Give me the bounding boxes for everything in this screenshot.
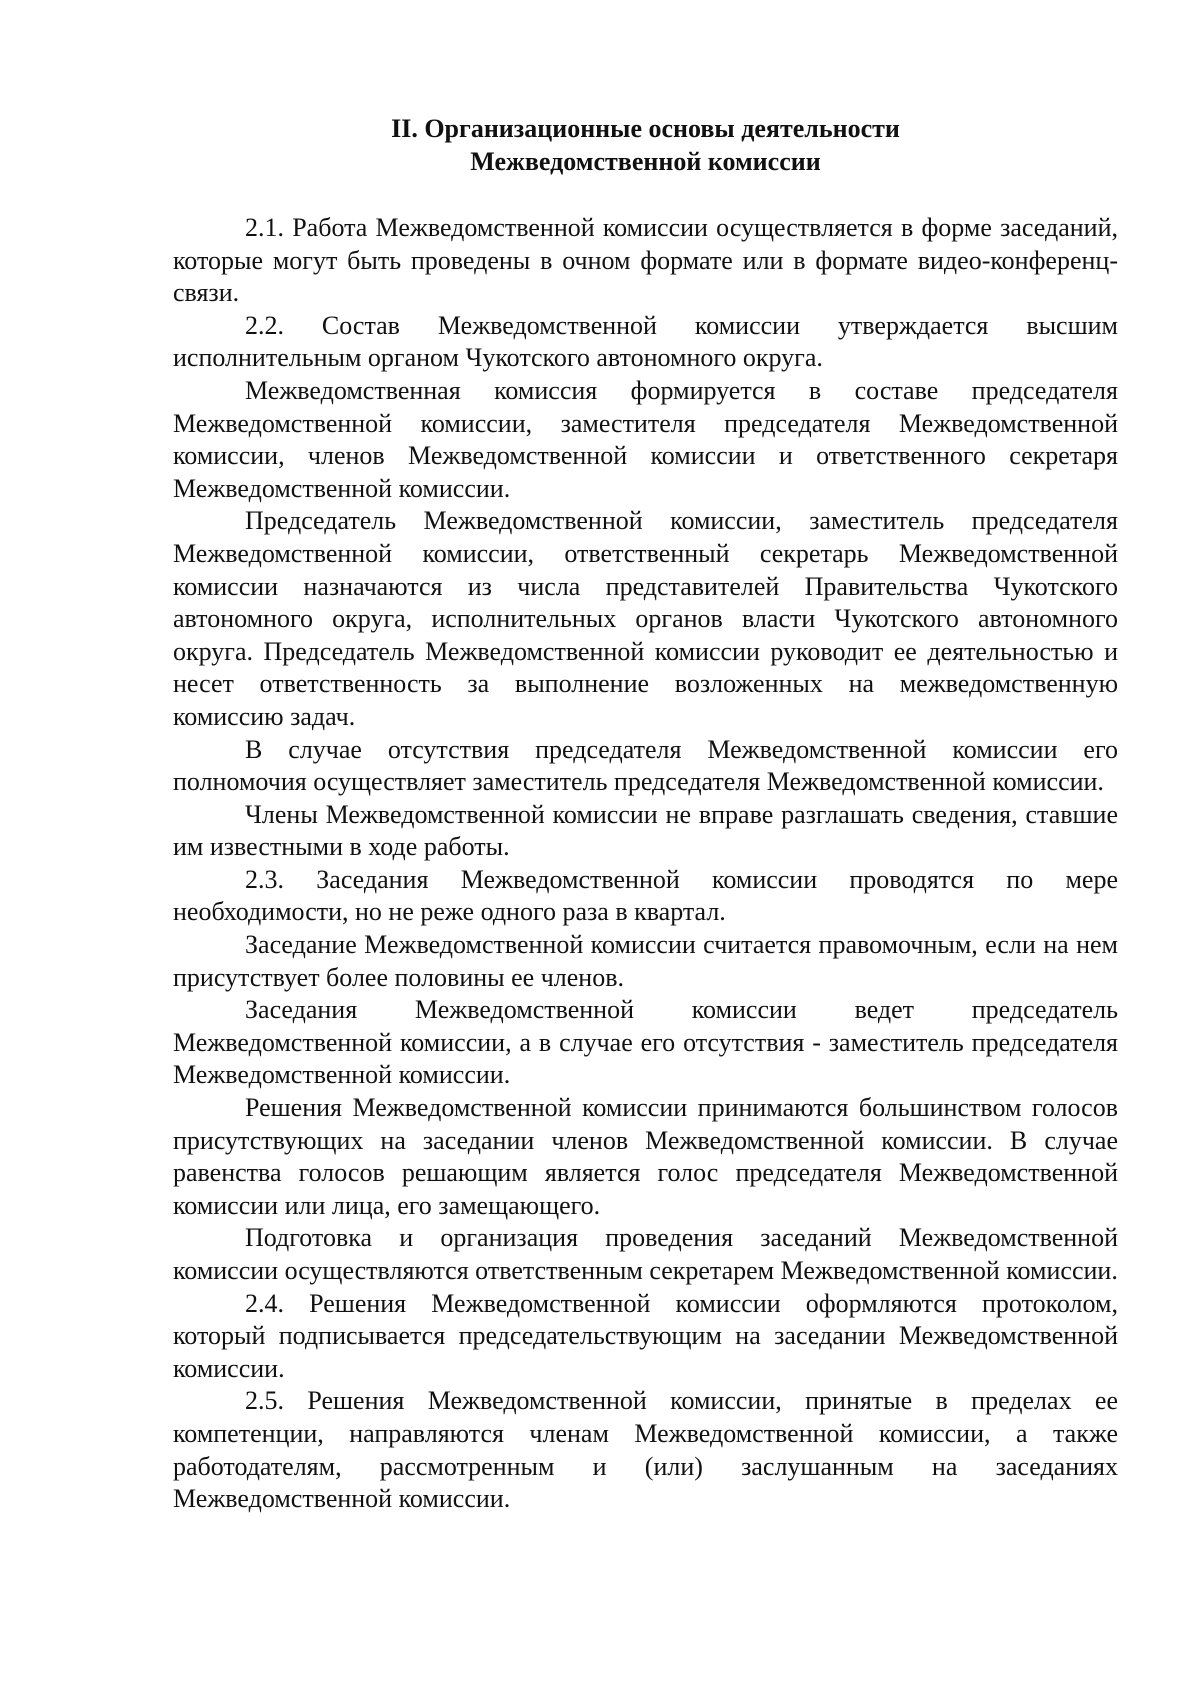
paragraph-confidentiality: Члены Межведомственной комиссии не вправе разглашать сведения, ставшие им известными в ходе работы. bbox=[173, 799, 1118, 862]
paragraph-quorum: Заседание Межведомственной комиссии считается правомочным, если на нем присутствует более половины ее членов. bbox=[173, 930, 1118, 992]
paragraph-2-2: 2.2. Состав Межведомственной комиссии утверждается высшим исполнительным органом Чукотского автономного округа. bbox=[173, 310, 1118, 373]
paragraph-meeting-lead: Заседания Межведомственной комиссии ведет председатель Межведомственной комиссии, а в случае его отсутствия - заместитель председателя Межведомственной комиссии. bbox=[173, 995, 1118, 1090]
paragraph-2-5: 2.5. Решения Межведомственной комиссии, принятые в пределах ее компетенции, направляются членам Межведомственной комиссии, а также работодателям, рассмотренным и (или) заслушанным на заседаниях Межведомственной комиссии. bbox=[173, 1386, 1118, 1514]
section-heading bbox=[173, 112, 1118, 178]
section-heading-line-1: II. Организационные основы деятельности bbox=[391, 114, 900, 143]
section-heading-line-2: Межведомственной комиссии bbox=[470, 147, 821, 176]
paragraph-chair-absence: В случае отсутствия председателя Межведомственной комиссии его полномочия осуществляет заместитель председателя Межведомственной комиссии. bbox=[173, 734, 1118, 797]
paragraph-decisions: Решения Межведомственной комиссии принимаются большинством голосов присутствующих на заседании членов Межведомственной комиссии. В случае равенства голосов решающим является голос председателя Межведомственной комиссии или лица, его замещающего. bbox=[173, 1093, 1118, 1220]
document-page bbox=[173, 112, 1118, 1516]
paragraph-2-1: 2.1. Работа Межведомственной комиссии осуществляется в форме заседаний, которые могут быть проведены в очном формате или в формате видео-конференц-связи. bbox=[173, 213, 1118, 308]
paragraph-preparation: Подготовка и организация проведения заседаний Межведомственной комиссии осуществляются ответственным секретарем Межведомственной комиссии. bbox=[173, 1223, 1118, 1285]
paragraph-2-4: 2.4. Решения Межведомственной комиссии оформляются протоколом, который подписывается председательствующим на заседании Межведомственной комиссии. bbox=[173, 1288, 1118, 1383]
paragraph-2-3: 2.3. Заседания Межведомственной комиссии проводятся по мере необходимости, но не реже одного раза в квартал. bbox=[173, 864, 1118, 927]
paragraph-appointment: Председатель Межведомственной комиссии, заместитель председателя Межведомственной комиссии, ответственный секретарь Межведомственной комиссии назначаются из числа представителей Правительства Чукотского автономного округа, исполнительных органов власти Чукотского автономного округа. Председатель Межведомственной комиссии руководит ее деятельностью и несет ответственность за выполнение возложенных на межведомственную комиссию задач. bbox=[173, 506, 1118, 731]
paragraph-composition: Межведомственная комиссия формируется в составе председателя Межведомственной комиссии, заместителя председателя Межведомственной комиссии, членов Межведомственной комиссии и ответственного секретаря Межведомственной комиссии. bbox=[173, 375, 1118, 503]
